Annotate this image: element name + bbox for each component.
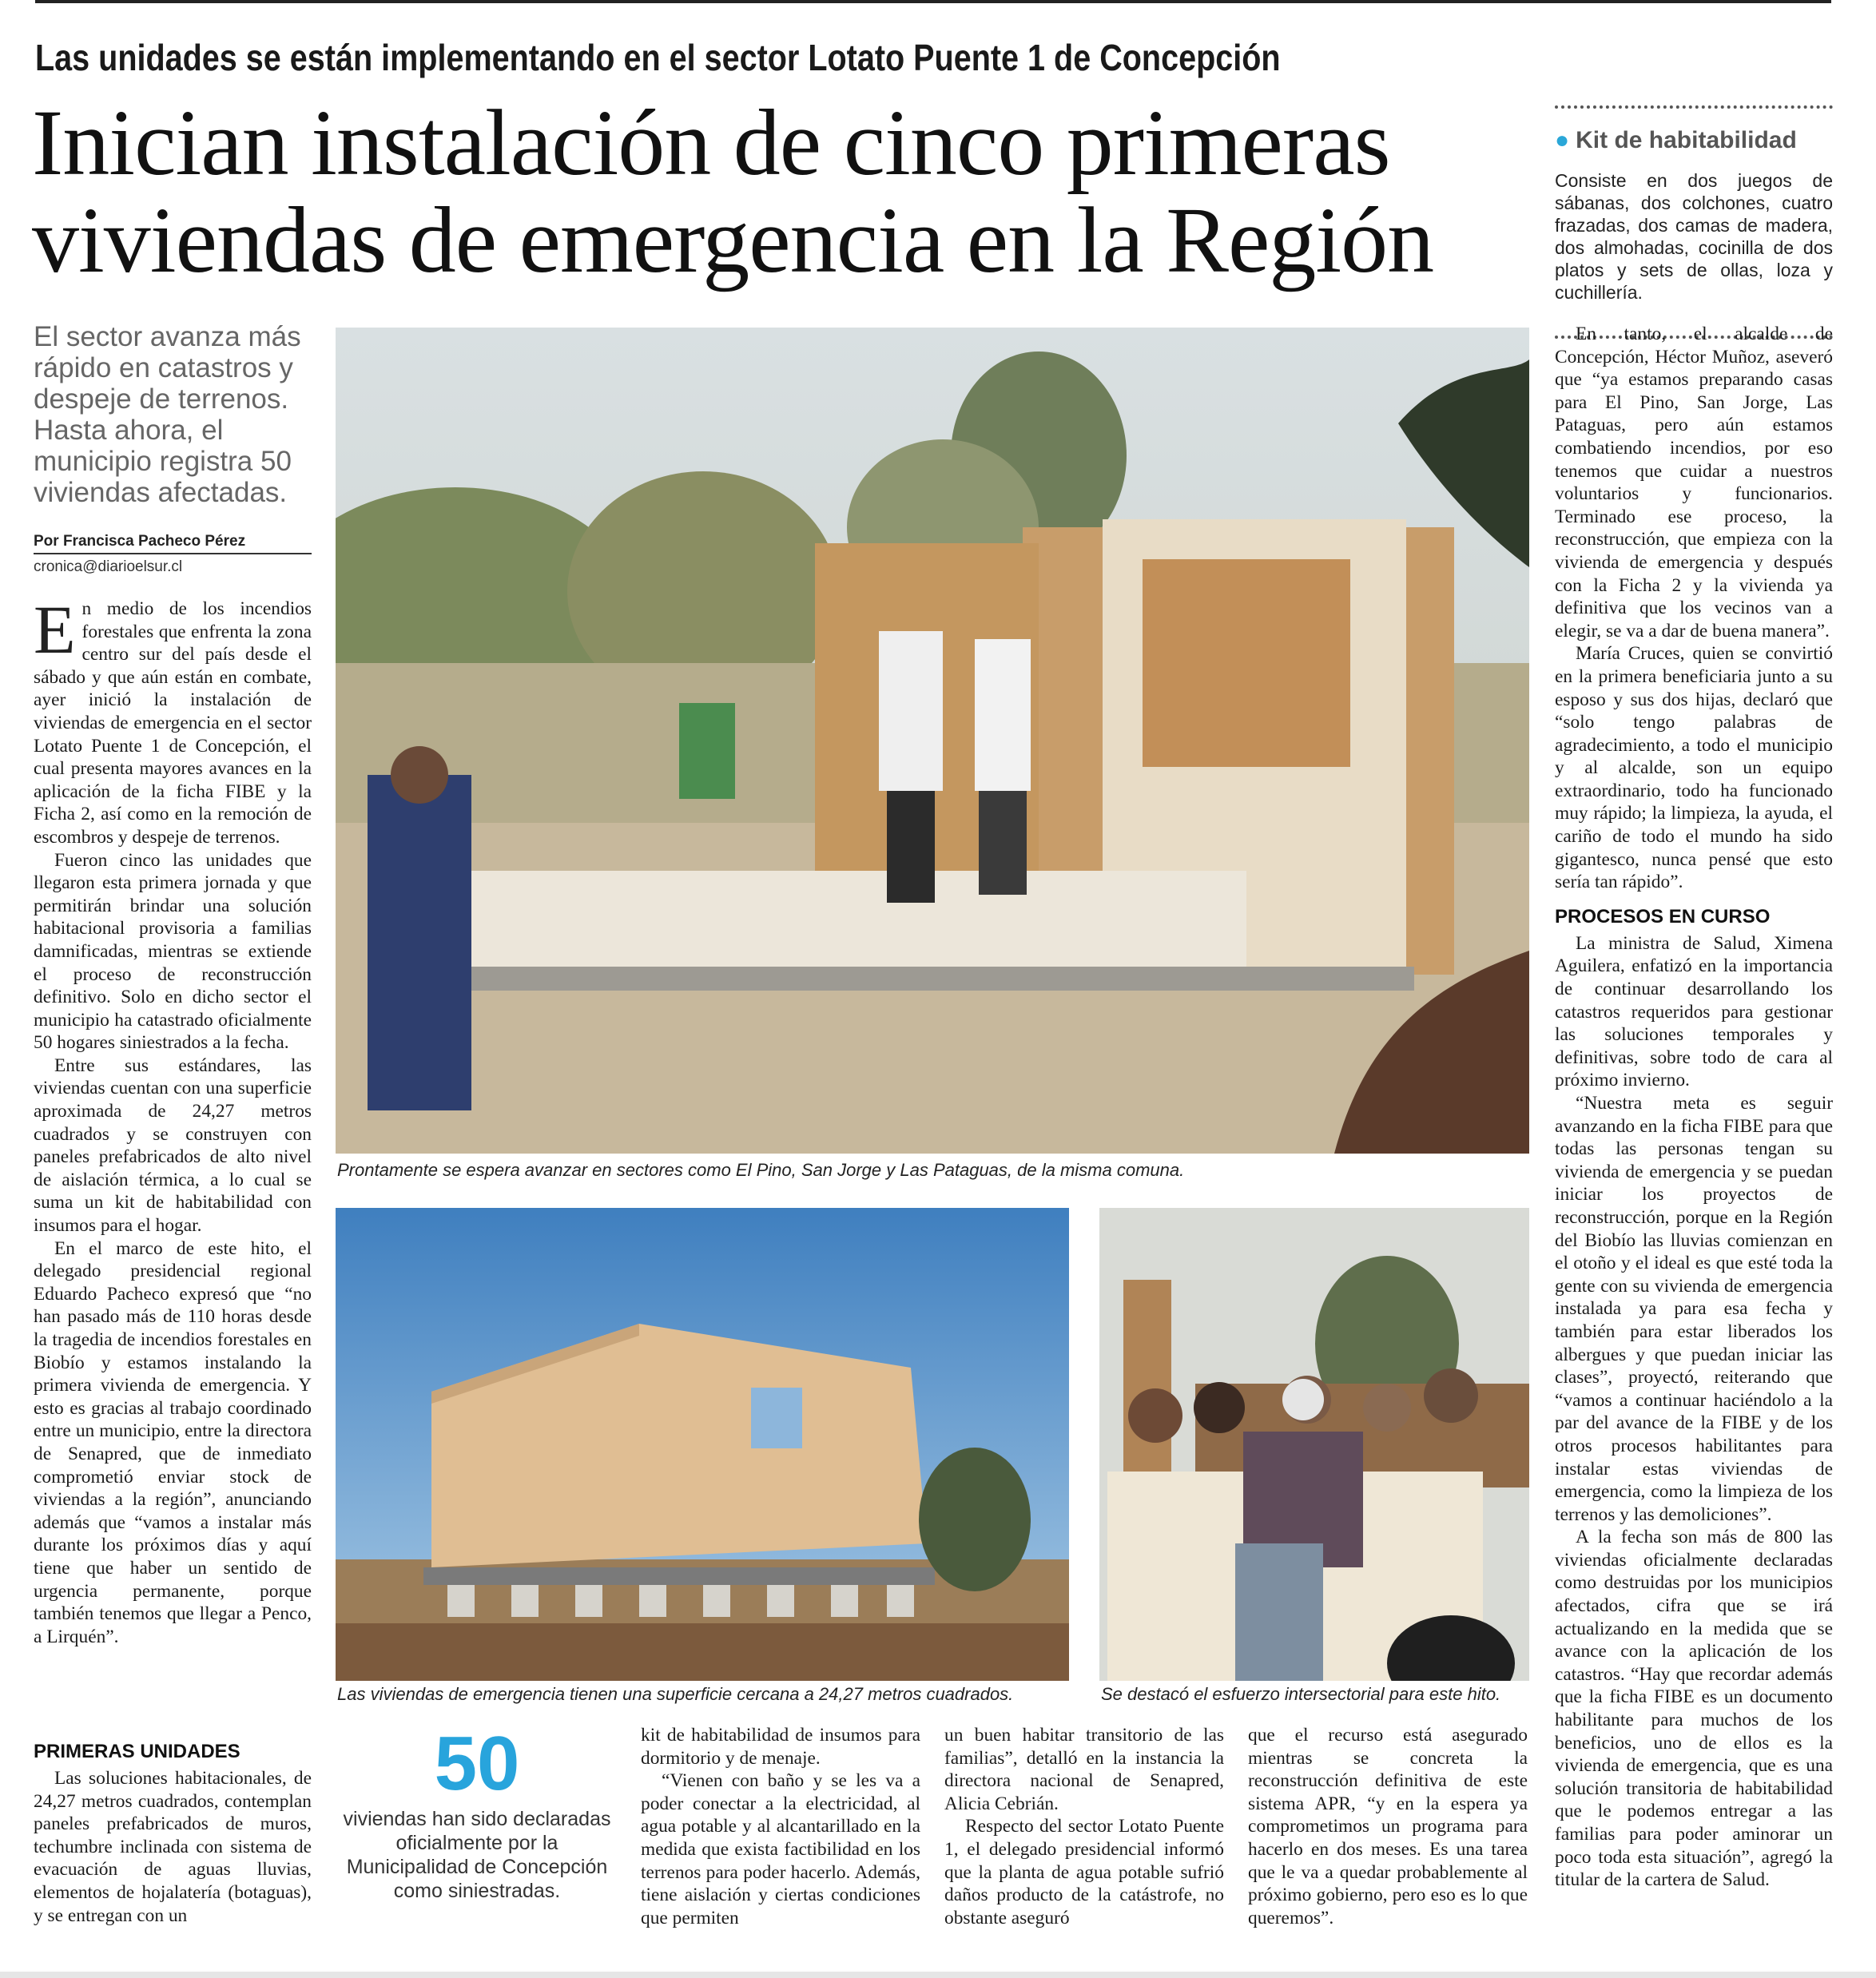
kit-title-text: Kit de habitabilidad: [1576, 127, 1797, 153]
body-column-3: [641, 1724, 920, 1929]
callout-number: 50: [434, 1721, 520, 1806]
top-rule: [35, 0, 1831, 3]
byline-author: Por Francisca Pacheco Pérez: [34, 532, 312, 554]
bullet-icon: ●: [1555, 127, 1570, 153]
dotted-divider: [1555, 105, 1833, 109]
paragraph: En el marco de este hito, el delegado presidencial regional Eduardo Pacheco expresó que “no han pasado más de 110 horas desde la tragedia de incendios forestales en Biobío y estamos instalando la primera vivienda de emergencia. Y esto es gracias al trabajo coordinado entre un municipio, entre la directora de Senapred, que de inmediato comprometió enviar stock de viviendas a la región”, anunciando además que “vamos a instalar más durante los próximos días y aquí tiene que haber un sentido de urgencia permanente, porque también tenemos que llegar a Penco, a Lirquén”.: [34, 1237, 312, 1647]
drop-cap: E: [34, 591, 76, 668]
subhead-procesos-en-curso: PROCESOS EN CURSO: [1555, 905, 1771, 927]
paragraph: “Vienen con baño y se les va a poder conectar a la electricidad, al agua potable y al alcantarillado en la medida que exista factibilidad en los terrenos para poder hacerlo. Además, tiene aislación y ciertas condiciones que permiten: [641, 1770, 920, 1928]
paragraph: María Cruces, quien se convirtió en la primera beneficiaria junto a su esposo y sus dos hijas, declaró que “solo tengo palabras de agradecimiento, a todo el municipio y al alcalde, son un equipo extraordinario, todo ha funcionado muy rápido; la limpieza, la ayuda, el cariño de todo el mundo ha sido gigantesco, nunca pensé que esto sería tan rápido”.: [1555, 643, 1833, 893]
paragraph: Las soluciones habitacionales, de 24,27 metros cuadrados, contemplan paneles prefabricados de muros, techumbre inclinada con sistema de evacuación de aguas lluvias, elementos de hojalatería (botaguas), y se entregan con un: [34, 1768, 312, 1926]
main-photo-caption: Prontamente se espera avanzar en sectores como El Pino, San Jorge y Las Pataguas, de la misma comuna.: [337, 1160, 1185, 1180]
body-column-right: [1555, 323, 1833, 1892]
headline: [32, 90, 1534, 292]
paragraph: n medio de los incendios forestales que enfrenta la zona centro sur del país desde el sábado y que aún están en combate, ayer inició la instalación de viviendas de emergencia en el sector Lotato Puente 1 de Concepción, el cual presenta mayores avances en la aplicación de la ficha FIBE y la Ficha 2, así como en la remoción de escombros y despeje de terrenos.: [34, 598, 312, 848]
headline-line-2: viviendas de emergencia en la Región: [32, 188, 1434, 292]
paragraph: En tanto, el alcalde de Concepción, Héctor Muñoz, aseveró que “ya estamos preparando casas para El Pino, San Jorge, Las Pataguas, pero aún estamos combatiendo incendios, por eso tenemos que cuidar a nuestros voluntarios y funcionarios. Terminado ese proceso, la reconstrucción, que empieza con la vivienda de emergencia y después con la Ficha 2 y la vivienda ya definitiva que los vecinos van a elegir, se va a dar de buena manera”.: [1555, 324, 1833, 641]
main-photo: [336, 328, 1529, 1154]
byline-email: cronica@diarioelsur.cl: [34, 558, 183, 575]
paragraph: La ministra de Salud, Ximena Aguilera, enfatizó en la importancia de continuar desarrollando los catastros requeridos para gestionar las soluciones temporales y definitivas, sobre todo de cara al próximo invierno.: [1555, 932, 1833, 1091]
paragraph: A la fecha son más de 800 las viviendas oficialmente declaradas como destruidas por los municipios afectados, cifra que se irá actualizando en la medida que se avance con la aplicación de los catastros. “Hay que recordar además que la ficha FIBE es un documento habilitante para muchos de los beneficios, uno de ellos es la vivienda de emergencia, que es una solución transitoria de habitabilidad que le podemos entregar a las familias para poder aminorar un poco toda esta situación”, agregó la titular de la cartera de Salud.: [1555, 1527, 1833, 1891]
callout-text: viviendas han sido declaradas oficialmente por la Municipalidad de Concepción como siniestradas.: [343, 1808, 611, 1902]
paragraph: que el recurso está asegurado mientras se concreta la reconstrucción definitiva de este sistema APR, “y en la espera ya comprometimos un programa para hacerlo en dos meses. Es una tarea que le va a quedar probablemente al próximo gobierno, pero eso es lo que queremos”.: [1248, 1725, 1528, 1928]
paragraph: Fueron cinco las unidades que llegaron esta primera jornada y que permitirán brindar una solución habitacional provisoria a familias damnificadas, mientras se extiende el proceso de reconstrucción definitivo. Solo en dicho sector el municipio ha catastrado oficialmente 50 hogares siniestrados a la fecha.: [34, 849, 312, 1054]
workers-photo: [1099, 1208, 1529, 1681]
paragraph: Entre sus estándares, las viviendas cuentan con una superficie aproximada de 24,27 metros cuadrados y se construyen con paneles prefabricados de alto nivel de aislación térmica, a lo cual se suma un kit de habitabilidad con insumos para el hogar.: [34, 1055, 312, 1237]
body-column-4: [944, 1724, 1224, 1929]
paragraph: “Nuestra meta es seguir avanzando en la ficha FIBE para que todas las personas tengan su vivienda de emergencia y se puedan iniciar los proyectos de reconstrucción, porque en la Región del Biobío las lluvias comienzan en el otoño y el ideal es que esté toda la gente con su vivienda de emergencia instalada ya para esa fecha y también para estar liberados los albergues y que puedan iniciar las clases”, proyectó, reiterando que “vamos a continuar haciéndolo a la par del avance de la FIBE y de los otros procesos habilitantes para instalar estas viviendas de emergencia, como la limpieza de los terrenos y las demoliciones”.: [1555, 1093, 1833, 1525]
paragraph: un buen habitar transitorio de las familias”, detalló en la instancia la directora nacional de Senapred, Alicia Cebrián.: [944, 1725, 1224, 1814]
headline-line-1: Inician instalación de cinco primeras: [32, 90, 1390, 195]
kit-title: [1555, 126, 1833, 155]
kit-sidebar: [1555, 105, 1833, 339]
deck: El sector avanza más rápido en catastros y despeje de terrenos. Hasta ahora, el municipio registra 50 viviendas afectadas.: [34, 321, 301, 508]
body-column-1-bottom: [34, 1740, 312, 1927]
paragraph: Respecto del sector Lotato Puente 1, el delegado presidencial informó que la planta de agua potable sufrió daños producto de la catástrofe, no obstante aseguró: [944, 1816, 1224, 1928]
footer-strip: [0, 1972, 1876, 1978]
house-photo: [336, 1208, 1069, 1681]
paragraph: kit de habitabilidad de insumos para dormitorio y de menaje.: [641, 1725, 920, 1769]
workers-photo-caption: Se destacó el esfuerzo intersectorial para este hito.: [1101, 1684, 1501, 1704]
body-column-5: [1248, 1724, 1528, 1929]
kit-body: Consiste en dos juegos de sábanas, dos colchones, cuatro frazadas, dos camas de madera, dos almohadas, cocinilla de dos platos y sets de ollas, loza y cuchillería.: [1555, 170, 1833, 303]
kicker: Las unidades se están implementando en el sector Lotato Puente 1 de Concepción: [35, 37, 1281, 78]
house-photo-caption: Las viviendas de emergencia tienen una superficie cercana a 24,27 metros cuadrados.: [337, 1684, 1014, 1704]
body-column-1: [34, 591, 312, 1648]
subhead-primeras-unidades: PRIMERAS UNIDADES: [34, 1741, 240, 1762]
